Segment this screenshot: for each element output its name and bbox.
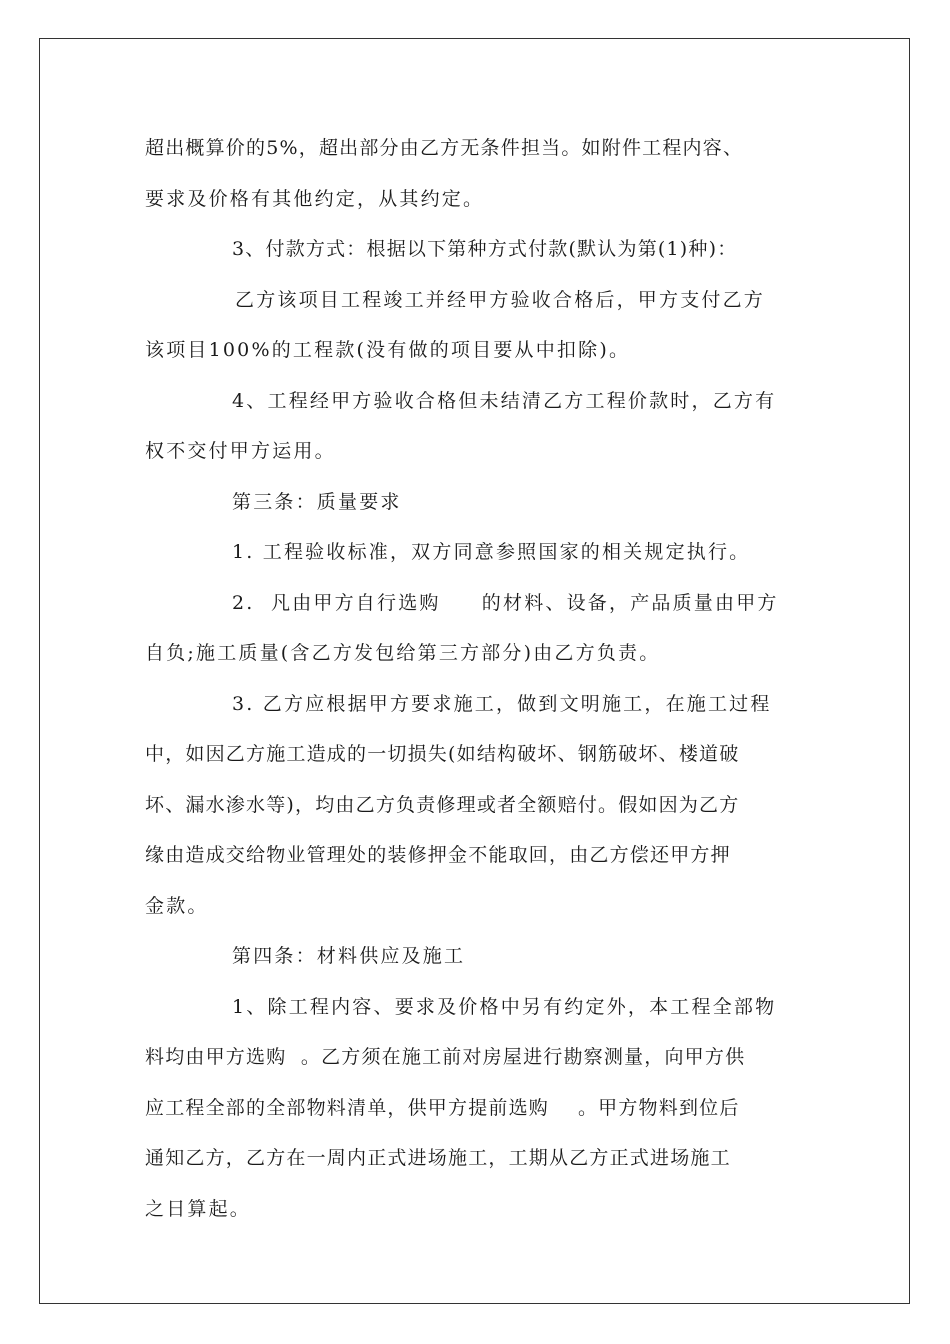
payment-method-line: 3、付款方式：根据以下第种方式付款(默认为第(1)种)： xyxy=(232,238,738,260)
text-line: 4、工程经甲方验收合格但未结清乙方工程价款时，乙方有 xyxy=(232,389,777,412)
text-line: 3. 乙方应根据甲方要求施工，做到文明施工，在施工过程 xyxy=(232,692,772,715)
text-line: 乙方该项目工程竣工并经甲方验收合格后，甲方支付乙方 xyxy=(235,288,766,311)
text-line: 1. 工程验收标准，双方同意参照国家的相关规定执行。 xyxy=(232,541,751,563)
section-heading-quality: 第三条：质量要求 xyxy=(232,490,402,513)
text-line: 自负;施工质量(含乙方发包给第三方部分)由乙方负责。 xyxy=(145,642,661,664)
text-line: 2. 凡由甲方自行选购 的材料、设备，产品质量由甲方 xyxy=(232,591,779,614)
text-line: 之日算起。 xyxy=(145,1197,252,1220)
document-body xyxy=(145,123,810,1234)
text-line: 金款。 xyxy=(145,894,209,917)
text-line: 缘由造成交给物业管理处的装修押金不能取回，由乙方偿还甲方押 xyxy=(145,844,731,866)
text-line: 料均由甲方选购 。乙方须在施工前对房屋进行勘察测量，向甲方供 xyxy=(145,1046,746,1068)
text-line: 该项目100%的工程款(没有做的项目要从中扣除)。 xyxy=(145,339,631,361)
text-line: 权不交付甲方运用。 xyxy=(145,440,336,462)
text-line: 应工程全部的全部物料清单，供甲方提前选购 。甲方物料到位后 xyxy=(145,1096,740,1119)
text-line: 要求及价格有其他约定，从其约定。 xyxy=(145,187,485,210)
text-line: 中，如因乙方施工造成的一切损失(如结构破坏、钢筋破坏、楼道破 xyxy=(145,743,740,765)
section-heading-materials: 第四条：材料供应及施工 xyxy=(232,945,466,967)
text-line: 坏、漏水渗水等)，均由乙方负责修理或者全额赔付。假如因为乙方 xyxy=(145,793,740,816)
text-line: 通知乙方，乙方在一周内正式进场施工，工期从乙方正式进场施工 xyxy=(145,1147,731,1169)
text-line: 1、除工程内容、要求及价格中另有约定外，本工程全部物 xyxy=(232,995,777,1018)
text-line: 超出概算价的5%，超出部分由乙方无条件担当。如附件工程内容、 xyxy=(145,137,744,159)
